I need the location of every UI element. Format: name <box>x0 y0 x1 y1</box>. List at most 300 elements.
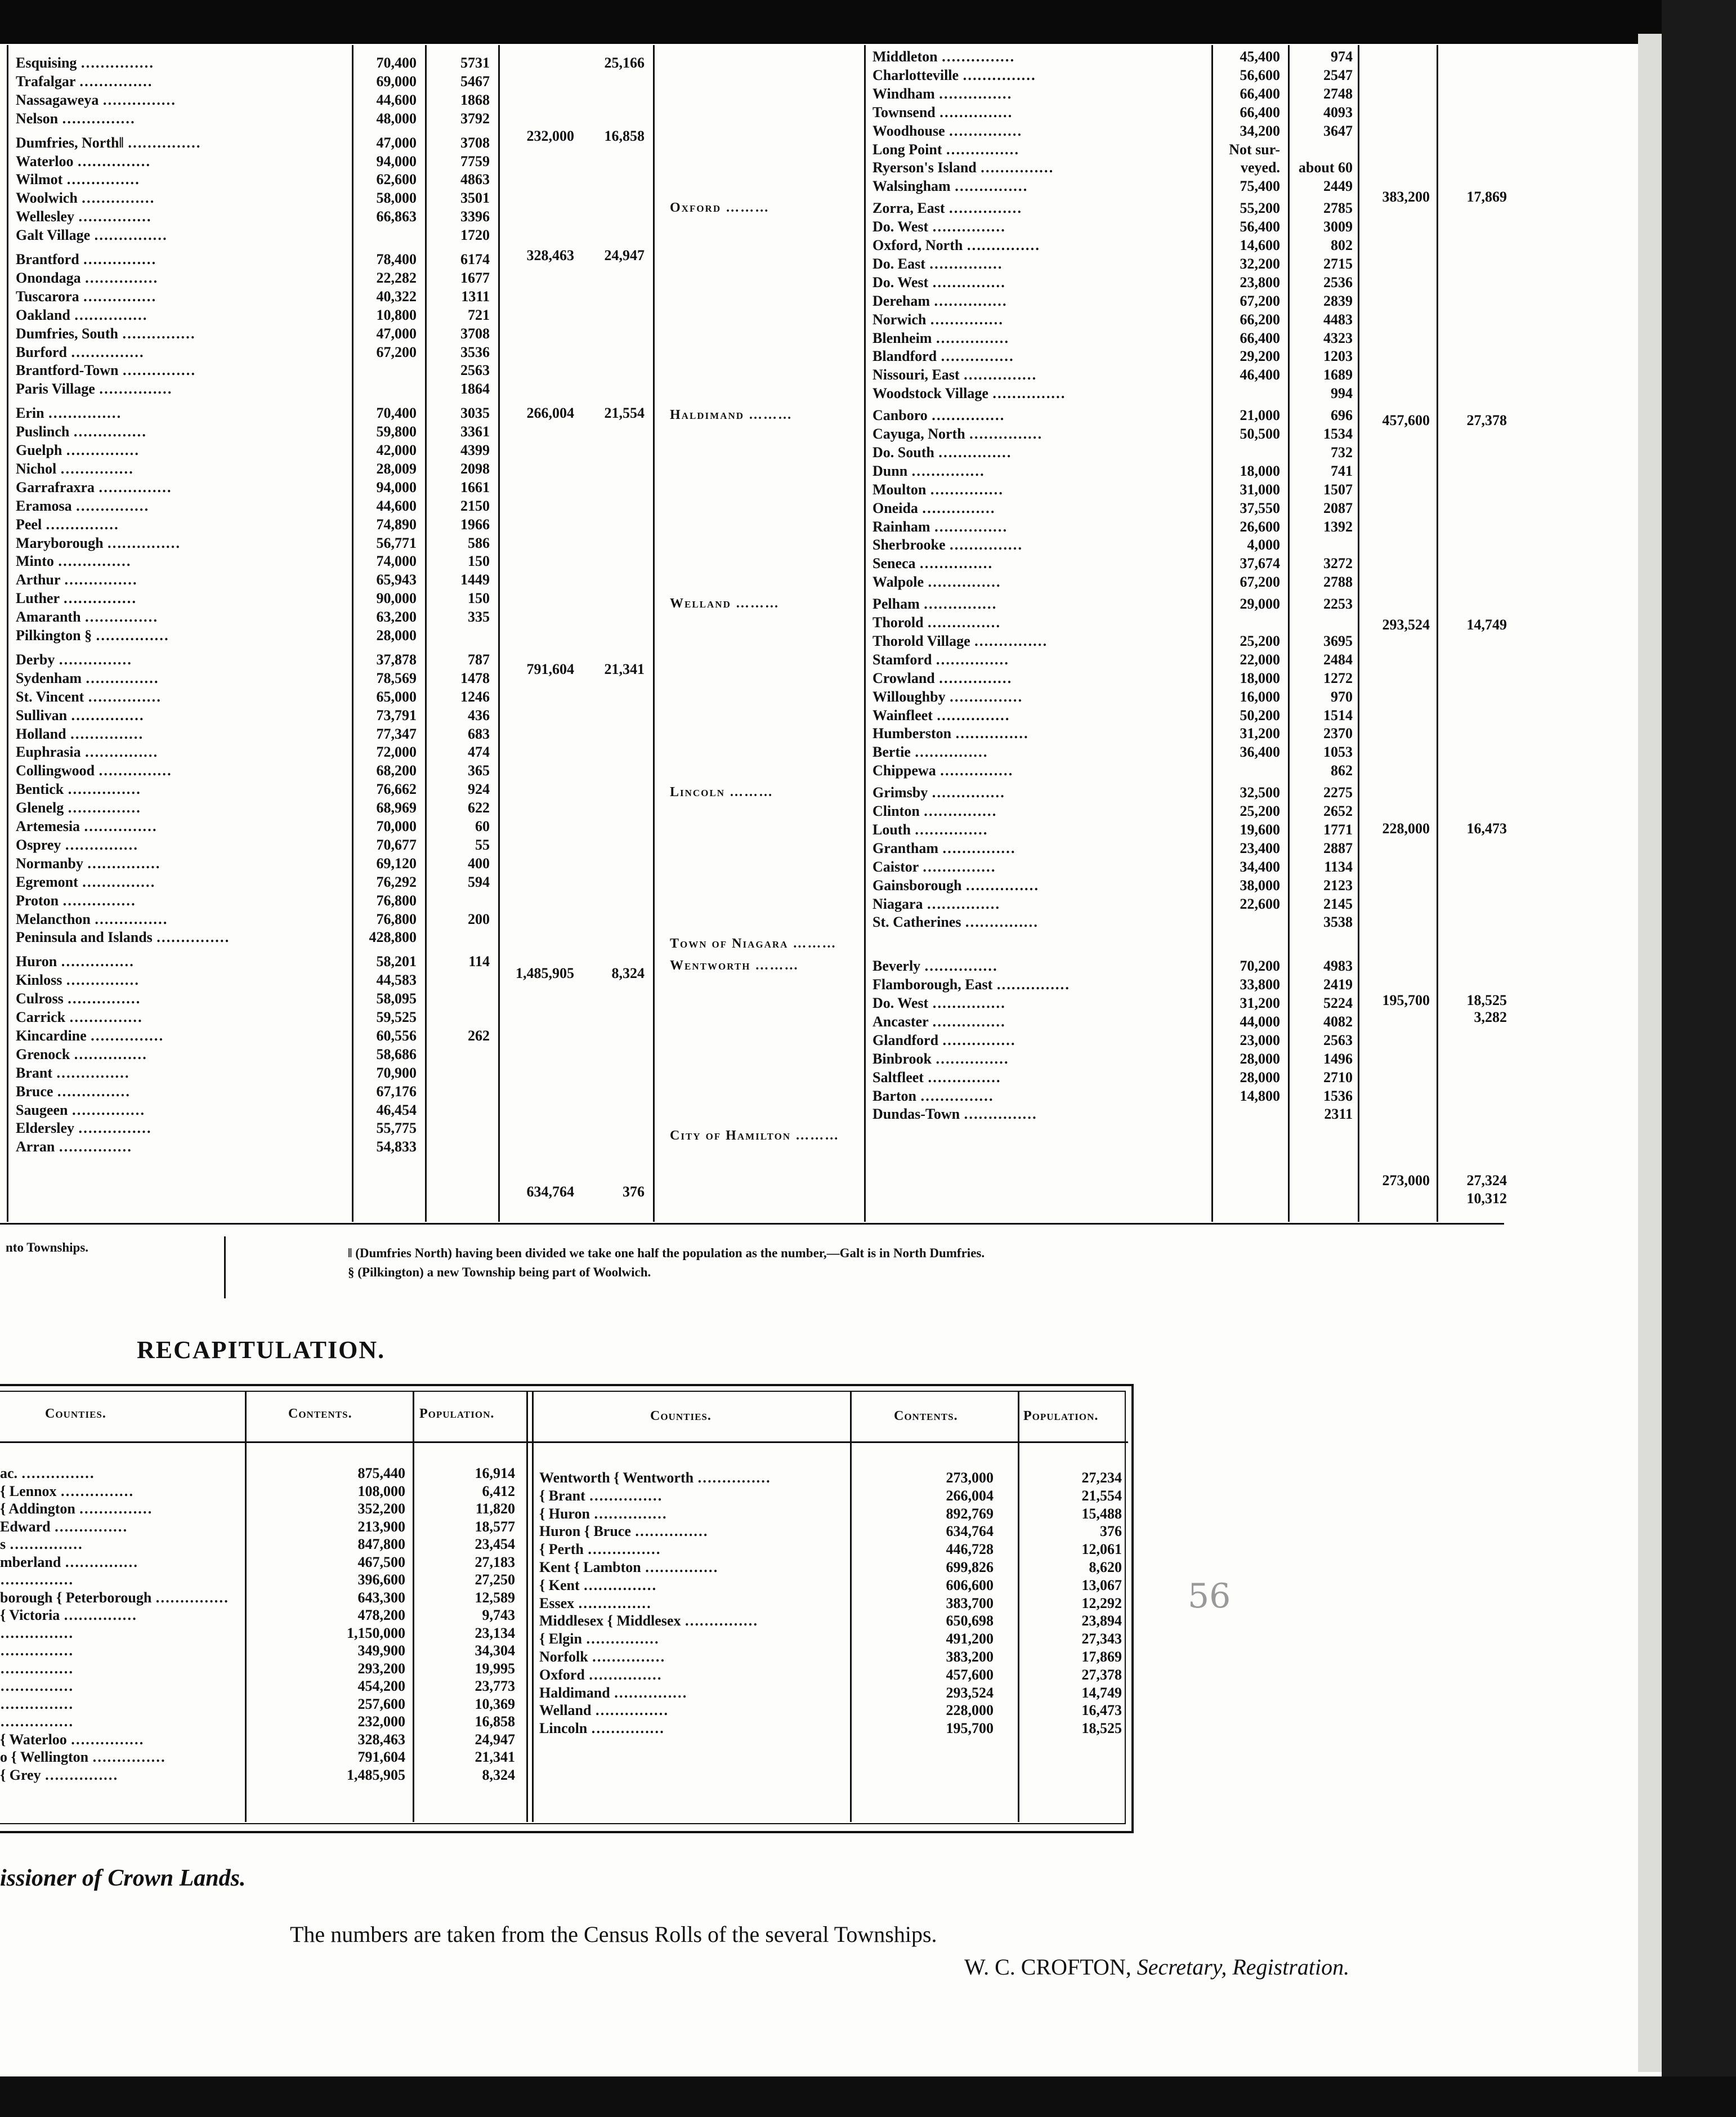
township-name: Waterloo …………… <box>16 153 151 169</box>
township-name: Grimsby …………… <box>873 784 1005 801</box>
township-population: 3396 <box>460 208 490 225</box>
township-name: Walsingham …………… <box>873 178 1028 195</box>
township-population: 2145 <box>1323 895 1353 912</box>
township-name: Arthur …………… <box>16 571 137 588</box>
township-name: Glenelg …………… <box>16 800 141 816</box>
township-population: 1496 <box>1323 1050 1353 1067</box>
county-total-contents: 634,764 <box>526 1183 574 1200</box>
recap-population: 11,820 <box>475 1500 515 1517</box>
recap-county-name: Lincoln …………… <box>539 1720 664 1737</box>
township-name: Minto …………… <box>16 553 131 570</box>
recap-county-name: { Grey …………… <box>0 1766 118 1783</box>
county-total-contents: 791,604 <box>526 661 574 677</box>
recap-contents: 478,200 <box>357 1607 405 1623</box>
township-name: Luther …………… <box>16 590 137 607</box>
recap-county-name: { Elgin …………… <box>539 1631 659 1647</box>
recap-population: 16,858 <box>475 1713 515 1730</box>
township-name: Do. West …………… <box>873 274 1005 291</box>
township-population: 400 <box>468 855 490 872</box>
township-contents: 38,000 <box>1240 877 1280 894</box>
county-name: Lincoln ……… <box>670 785 774 800</box>
county-total-population: 8,324 <box>611 965 645 981</box>
township-name: Chippewa …………… <box>873 762 1013 779</box>
township-population: 55 <box>475 836 490 853</box>
township-name: Glandford …………… <box>873 1031 1015 1048</box>
township-contents: 18,000 <box>1240 669 1280 686</box>
recap-population: 14,749 <box>1081 1684 1122 1701</box>
township-population: 2311 <box>1324 1106 1353 1123</box>
township-population: 1864 <box>460 381 490 398</box>
township-name: Peninsula and Islands …………… <box>16 929 230 946</box>
township-contents: 67,176 <box>376 1083 417 1100</box>
township-population: 1449 <box>460 571 490 588</box>
recap-population: 23,894 <box>1081 1613 1122 1629</box>
recap-contents: 383,700 <box>946 1595 994 1611</box>
township-population: 2563 <box>460 362 490 379</box>
township-contents: 50,500 <box>1240 426 1280 442</box>
township-contents: 10,800 <box>376 306 417 323</box>
township-name: Melancthon …………… <box>16 910 168 927</box>
township-contents: 22,600 <box>1240 895 1280 912</box>
county-total-population: 16,473 <box>1466 820 1507 837</box>
township-name: Dumfries, South …………… <box>16 325 195 342</box>
township-contents: 78,400 <box>376 251 417 267</box>
township-name: Trafalgar …………… <box>16 73 153 90</box>
township-contents: 28,000 <box>1240 1050 1280 1067</box>
township-contents: 70,400 <box>376 55 417 71</box>
county-total-contents: 228,000 <box>1382 820 1430 837</box>
township-population: 2748 <box>1323 85 1353 102</box>
county-total-population: 17,869 <box>1466 189 1507 205</box>
recap-contents: 293,524 <box>946 1684 994 1701</box>
township-population: 2098 <box>460 460 490 477</box>
township-name: Dereham …………… <box>873 292 1007 309</box>
township-contents: 55,200 <box>1240 200 1280 217</box>
township-population: 262 <box>468 1027 490 1044</box>
township-name: Egremont …………… <box>16 873 155 890</box>
recap-population: 376 <box>1100 1523 1122 1540</box>
recap-county-name: { Kent …………… <box>539 1576 657 1593</box>
township-contents: 56,600 <box>1240 66 1280 83</box>
recap-county-name: Kent { Lambton …………… <box>539 1559 718 1575</box>
recap-contents: 791,604 <box>357 1749 405 1765</box>
recap-county-name: { Addington …………… <box>0 1500 153 1517</box>
county-total-population: 3,282 <box>1474 1009 1507 1025</box>
township-name: St. Vincent …………… <box>16 688 161 705</box>
recap-contents: 606,600 <box>946 1576 994 1593</box>
township-name: Humberston …………… <box>873 725 1028 742</box>
township-population: 924 <box>468 781 490 798</box>
township-name: Binbrook …………… <box>873 1050 1009 1067</box>
recap-population: 8,620 <box>1089 1559 1122 1575</box>
township-name: Sullivan …………… <box>16 707 144 723</box>
township-population: 974 <box>1331 48 1353 65</box>
recap-population: 34,304 <box>475 1642 515 1659</box>
township-population: 2087 <box>1323 499 1353 516</box>
recap-contents: 1,150,000 <box>347 1624 405 1641</box>
township-name: Do. East …………… <box>873 255 1003 272</box>
township-population: 114 <box>468 953 490 970</box>
township-population: 60 <box>475 818 490 834</box>
recap-contents: 491,200 <box>946 1631 994 1647</box>
township-population: 436 <box>468 707 490 723</box>
township-name: Windham …………… <box>873 85 1012 102</box>
township-contents: 70,000 <box>376 818 417 834</box>
township-name: Garrafraxra …………… <box>16 479 172 495</box>
township-name: Wilmot …………… <box>16 171 140 188</box>
township-contents: 66,400 <box>1240 104 1280 120</box>
township-contents: 428,800 <box>369 929 417 946</box>
recap-contents: 328,463 <box>357 1731 405 1748</box>
township-population: 5467 <box>460 73 490 90</box>
recap-county-name: borough { Peterborough …………… <box>0 1589 229 1606</box>
township-population: 3272 <box>1323 555 1353 572</box>
recap-county-name: …………… <box>0 1571 73 1588</box>
township-name: Louth …………… <box>873 821 988 838</box>
recap-population: 27,378 <box>1081 1666 1122 1683</box>
township-population: 2839 <box>1323 292 1353 309</box>
bottom-edge <box>0 2076 1736 2117</box>
recap-county-name: { Brant …………… <box>539 1487 663 1504</box>
township-population: 1868 <box>460 91 490 108</box>
township-population: 3035 <box>460 405 490 422</box>
recap-population: 23,454 <box>475 1536 515 1552</box>
township-contents: 37,878 <box>376 651 417 668</box>
township-population: 3708 <box>460 134 490 151</box>
footnote-pilkington: § (Pilkington) a new Township being part of Woolwich. <box>348 1265 651 1279</box>
township-population: 3695 <box>1323 632 1353 649</box>
recap-title: RECAPITULATION. <box>137 1336 386 1364</box>
recap-header-contents-right: Contents. <box>894 1409 958 1423</box>
township-population: 1246 <box>460 688 490 705</box>
table-rule <box>498 45 500 1222</box>
township-name: Flamborough, East …………… <box>873 976 1070 993</box>
township-name: Charlotteville …………… <box>873 66 1036 83</box>
township-contents: 63,200 <box>376 609 417 626</box>
township-population: 2887 <box>1323 839 1353 856</box>
township-contents: 69,120 <box>376 855 417 872</box>
township-population: 4323 <box>1323 329 1353 346</box>
county-total-population: 376 <box>623 1183 645 1200</box>
township-name: Zorra, East …………… <box>873 200 1022 217</box>
township-contents: 46,454 <box>376 1101 417 1118</box>
recap-contents: 232,000 <box>357 1713 405 1730</box>
county-total-population: 14,749 <box>1466 617 1507 633</box>
recap-county-name: …………… <box>0 1713 73 1730</box>
township-contents: 44,000 <box>1240 1013 1280 1030</box>
township-population: 4983 <box>1323 958 1353 975</box>
township-contents: 14,600 <box>1240 237 1280 253</box>
recap-population: 24,947 <box>475 1731 515 1748</box>
township-contents: 74,000 <box>376 553 417 570</box>
township-contents: 94,000 <box>376 479 417 495</box>
township-name: Maryborough …………… <box>16 534 181 551</box>
township-population: 622 <box>468 800 490 816</box>
county-total-population: 16,858 <box>604 128 645 144</box>
recap-contents: 349,900 <box>357 1642 405 1659</box>
township-name: Gainsborough …………… <box>873 877 1039 894</box>
township-name: Pelham …………… <box>873 596 997 613</box>
recap-rule <box>850 1391 852 1822</box>
recap-population: 21,554 <box>1081 1487 1122 1504</box>
recap-population: 27,183 <box>475 1553 515 1570</box>
township-contents: 69,000 <box>376 73 417 90</box>
township-name: Amaranth …………… <box>16 609 158 626</box>
township-contents: 56,400 <box>1240 218 1280 235</box>
township-name: Esquising …………… <box>16 55 154 71</box>
recap-contents: 457,600 <box>946 1666 994 1683</box>
township-population: 7759 <box>460 153 490 169</box>
township-name: Derby …………… <box>16 651 132 668</box>
township-contents: 16,000 <box>1240 688 1280 705</box>
township-contents: 58,201 <box>376 953 417 970</box>
township-name: Puslinch …………… <box>16 423 146 440</box>
township-name: Rainham …………… <box>873 518 1008 535</box>
recap-population: 13,067 <box>1081 1576 1122 1593</box>
township-contents: 42,000 <box>376 442 417 458</box>
township-name: Woodstock Village …………… <box>873 385 1066 402</box>
pencil-annotation: 56 <box>1188 1576 1231 1616</box>
recap-header-counties-right: Counties. <box>650 1409 712 1423</box>
township-name: Do. South …………… <box>873 444 1012 461</box>
table-bottom-rule <box>0 1223 1504 1225</box>
county-total-contents: 195,700 <box>1382 992 1430 1008</box>
township-contents: 34,200 <box>1240 122 1280 139</box>
county-name: Oxford ……… <box>670 200 770 216</box>
township-population: 3708 <box>460 325 490 342</box>
township-population: 3792 <box>460 110 490 127</box>
township-population: 696 <box>1331 407 1353 424</box>
township-contents: 65,000 <box>376 688 417 705</box>
township-name: Canboro …………… <box>873 407 1005 424</box>
recap-population: 6,412 <box>482 1482 515 1499</box>
township-contents: 37,674 <box>1240 555 1280 572</box>
recap-population: 23,773 <box>475 1678 515 1694</box>
township-name: Beverly …………… <box>873 958 997 975</box>
township-contents: 26,600 <box>1240 518 1280 535</box>
recap-county-name: ac. …………… <box>0 1465 95 1481</box>
recap-contents: 699,826 <box>946 1559 994 1575</box>
township-contents: 37,550 <box>1240 499 1280 516</box>
recap-county-name: …………… <box>0 1660 73 1677</box>
recap-population: 16,914 <box>475 1465 515 1481</box>
township-contents: 70,900 <box>376 1064 417 1081</box>
signature-title: Secretary, Registration. <box>1137 1954 1350 1980</box>
township-population: 5224 <box>1323 995 1353 1011</box>
county-name: Welland ……… <box>670 596 780 611</box>
recap-contents: 266,004 <box>946 1487 994 1504</box>
county-total-population: 25,166 <box>604 55 645 71</box>
township-contents: 67,200 <box>376 343 417 360</box>
recap-population: 18,525 <box>1081 1720 1122 1737</box>
township-contents: 65,943 <box>376 571 417 588</box>
township-contents: 31,200 <box>1240 995 1280 1011</box>
township-name: Brantford-Town …………… <box>16 362 196 379</box>
county-total-contents: 1,485,905 <box>516 965 574 981</box>
county-name: Wentworth ……… <box>670 958 799 973</box>
township-name: Pilkington § …………… <box>16 627 169 644</box>
township-name: Euphrasia …………… <box>16 744 158 761</box>
recap-population: 27,234 <box>1081 1470 1122 1486</box>
recap-rule <box>245 1391 247 1822</box>
township-name: Bentick …………… <box>16 781 141 798</box>
recap-rule <box>1018 1391 1019 1822</box>
township-name: Crowland …………… <box>873 669 1012 686</box>
county-total-population: 21,341 <box>604 661 645 677</box>
township-contents: 68,969 <box>376 800 417 816</box>
township-contents: 58,000 <box>376 190 417 207</box>
township-population: 2710 <box>1323 1069 1353 1086</box>
recap-county-name: Wentworth { Wentworth …………… <box>539 1470 771 1486</box>
township-contents: 31,200 <box>1240 725 1280 742</box>
township-population: 2150 <box>460 497 490 514</box>
township-name: Onondaga …………… <box>16 269 158 286</box>
township-contents: 90,000 <box>376 590 417 607</box>
table-rule <box>7 45 8 1222</box>
recap-county-name: …………… <box>0 1695 73 1712</box>
township-name: Thorold …………… <box>873 614 1001 631</box>
township-contents: 46,400 <box>1240 367 1280 383</box>
township-contents: 66,863 <box>376 208 417 225</box>
township-population: 2785 <box>1323 200 1353 217</box>
township-name: Woodhouse …………… <box>873 122 1022 139</box>
township-population: 365 <box>468 762 490 779</box>
recap-population: 27,250 <box>475 1571 515 1588</box>
township-contents: 55,775 <box>376 1120 417 1137</box>
township-name: Oxford, North …………… <box>873 237 1040 253</box>
township-name: Bertie …………… <box>873 744 988 761</box>
township-name: Sherbrooke …………… <box>873 537 1023 553</box>
township-name: Willoughby …………… <box>873 688 1023 705</box>
recap-contents: 108,000 <box>357 1482 405 1499</box>
township-population: 1392 <box>1323 518 1353 535</box>
table-rule <box>864 45 866 1222</box>
township-population: 1507 <box>1323 481 1353 498</box>
township-name: Norwich …………… <box>873 311 1003 328</box>
township-population: 1203 <box>1323 348 1353 365</box>
township-name: Tuscarora …………… <box>16 288 156 305</box>
recap-contents: 383,200 <box>946 1649 994 1665</box>
township-contents: veyed. <box>1240 159 1280 176</box>
township-name: Nelson …………… <box>16 110 135 127</box>
recap-county-name: Middlesex { Middlesex …………… <box>539 1613 758 1629</box>
township-contents: 22,000 <box>1240 651 1280 668</box>
township-name: Nissouri, East …………… <box>873 367 1037 383</box>
township-name: Guelph …………… <box>16 442 139 458</box>
recap-contents: 1,485,905 <box>347 1766 405 1783</box>
township-contents: 40,322 <box>376 288 417 305</box>
recap-population: 12,589 <box>475 1589 515 1606</box>
township-name: Saltfleet …………… <box>873 1069 1001 1086</box>
township-name: Woolwich …………… <box>16 190 155 207</box>
township-contents: 14,800 <box>1240 1087 1280 1104</box>
township-contents: 78,569 <box>376 669 417 686</box>
township-contents: 54,833 <box>376 1138 417 1155</box>
township-population: 150 <box>468 590 490 607</box>
township-name: Eramosa …………… <box>16 497 149 514</box>
township-population: 2547 <box>1323 66 1353 83</box>
township-contents: 33,800 <box>1240 976 1280 993</box>
township-population: 1771 <box>1323 821 1353 838</box>
township-contents: 67,200 <box>1240 292 1280 309</box>
township-population: 3536 <box>460 343 490 360</box>
township-contents: 58,686 <box>376 1046 417 1062</box>
township-population: 1272 <box>1323 669 1353 686</box>
recap-contents: 650,698 <box>946 1613 994 1629</box>
census-note: The numbers are taken from the Census Rolls of the several Townships. <box>290 1922 937 1947</box>
township-name: Nassagaweya …………… <box>16 91 176 108</box>
township-contents: 62,600 <box>376 171 417 188</box>
township-contents: 70,400 <box>376 405 417 422</box>
township-population: 1534 <box>1323 426 1353 442</box>
township-contents: 73,791 <box>376 707 417 723</box>
township-name: Nichol …………… <box>16 460 133 477</box>
recap-county-name: mberland …………… <box>0 1553 138 1570</box>
recap-population: 8,324 <box>482 1766 515 1783</box>
township-name: Saugeen …………… <box>16 1101 145 1118</box>
township-population: 1514 <box>1323 707 1353 723</box>
township-population: 3361 <box>460 423 490 440</box>
township-contents: 76,292 <box>376 873 417 890</box>
recap-county-name: { Waterloo …………… <box>0 1731 144 1748</box>
recap-contents: 195,700 <box>946 1720 994 1737</box>
recap-contents: 892,769 <box>946 1505 994 1522</box>
township-name: Eldersley …………… <box>16 1120 151 1137</box>
township-contents: 47,000 <box>376 325 417 342</box>
township-contents: 28,000 <box>376 627 417 644</box>
recap-contents: 273,000 <box>946 1470 994 1486</box>
township-population: 1478 <box>460 669 490 686</box>
recap-population: 12,061 <box>1081 1541 1122 1558</box>
recap-header-population-right: Population. <box>1023 1409 1099 1423</box>
township-contents: 23,800 <box>1240 274 1280 291</box>
township-name: Townsend …………… <box>873 104 1013 120</box>
township-population: 2275 <box>1323 784 1353 801</box>
recap-population: 17,869 <box>1081 1649 1122 1665</box>
township-contents: 76,662 <box>376 781 417 798</box>
recap-county-name: …………… <box>0 1642 73 1659</box>
township-population: 4082 <box>1323 1013 1353 1030</box>
county-name: Town of Niagara ……… <box>670 936 837 952</box>
township-population: 787 <box>468 651 490 668</box>
township-population: 2370 <box>1323 725 1353 742</box>
township-name: Osprey …………… <box>16 836 138 853</box>
county-total-contents: 383,200 <box>1382 189 1430 205</box>
township-contents: 76,800 <box>376 910 417 927</box>
township-name: Cayuga, North …………… <box>873 426 1043 442</box>
township-population: 1720 <box>460 227 490 244</box>
township-name: Peel …………… <box>16 516 119 533</box>
county-total-contents: 273,000 <box>1382 1172 1430 1189</box>
recap-county-name: Huron { Bruce …………… <box>539 1523 708 1540</box>
township-name: Huron …………… <box>16 953 134 970</box>
recap-rule <box>532 1391 534 1822</box>
township-population: 994 <box>1331 385 1353 402</box>
township-contents: 60,556 <box>376 1027 417 1044</box>
recap-county-name: Oxford …………… <box>539 1666 662 1683</box>
township-name: Do. West …………… <box>873 218 1005 235</box>
township-contents: 70,200 <box>1240 958 1280 975</box>
township-population: 4399 <box>460 442 490 458</box>
township-name: Artemesia …………… <box>16 818 157 834</box>
township-name: Collingwood …………… <box>16 762 172 779</box>
township-population: 594 <box>468 873 490 890</box>
township-population: 2484 <box>1323 651 1353 668</box>
recap-header-counties-left: Counties. <box>45 1406 106 1421</box>
township-name: Caistor …………… <box>873 858 996 875</box>
township-population: 1661 <box>460 479 490 495</box>
right-edge <box>1662 0 1736 2117</box>
